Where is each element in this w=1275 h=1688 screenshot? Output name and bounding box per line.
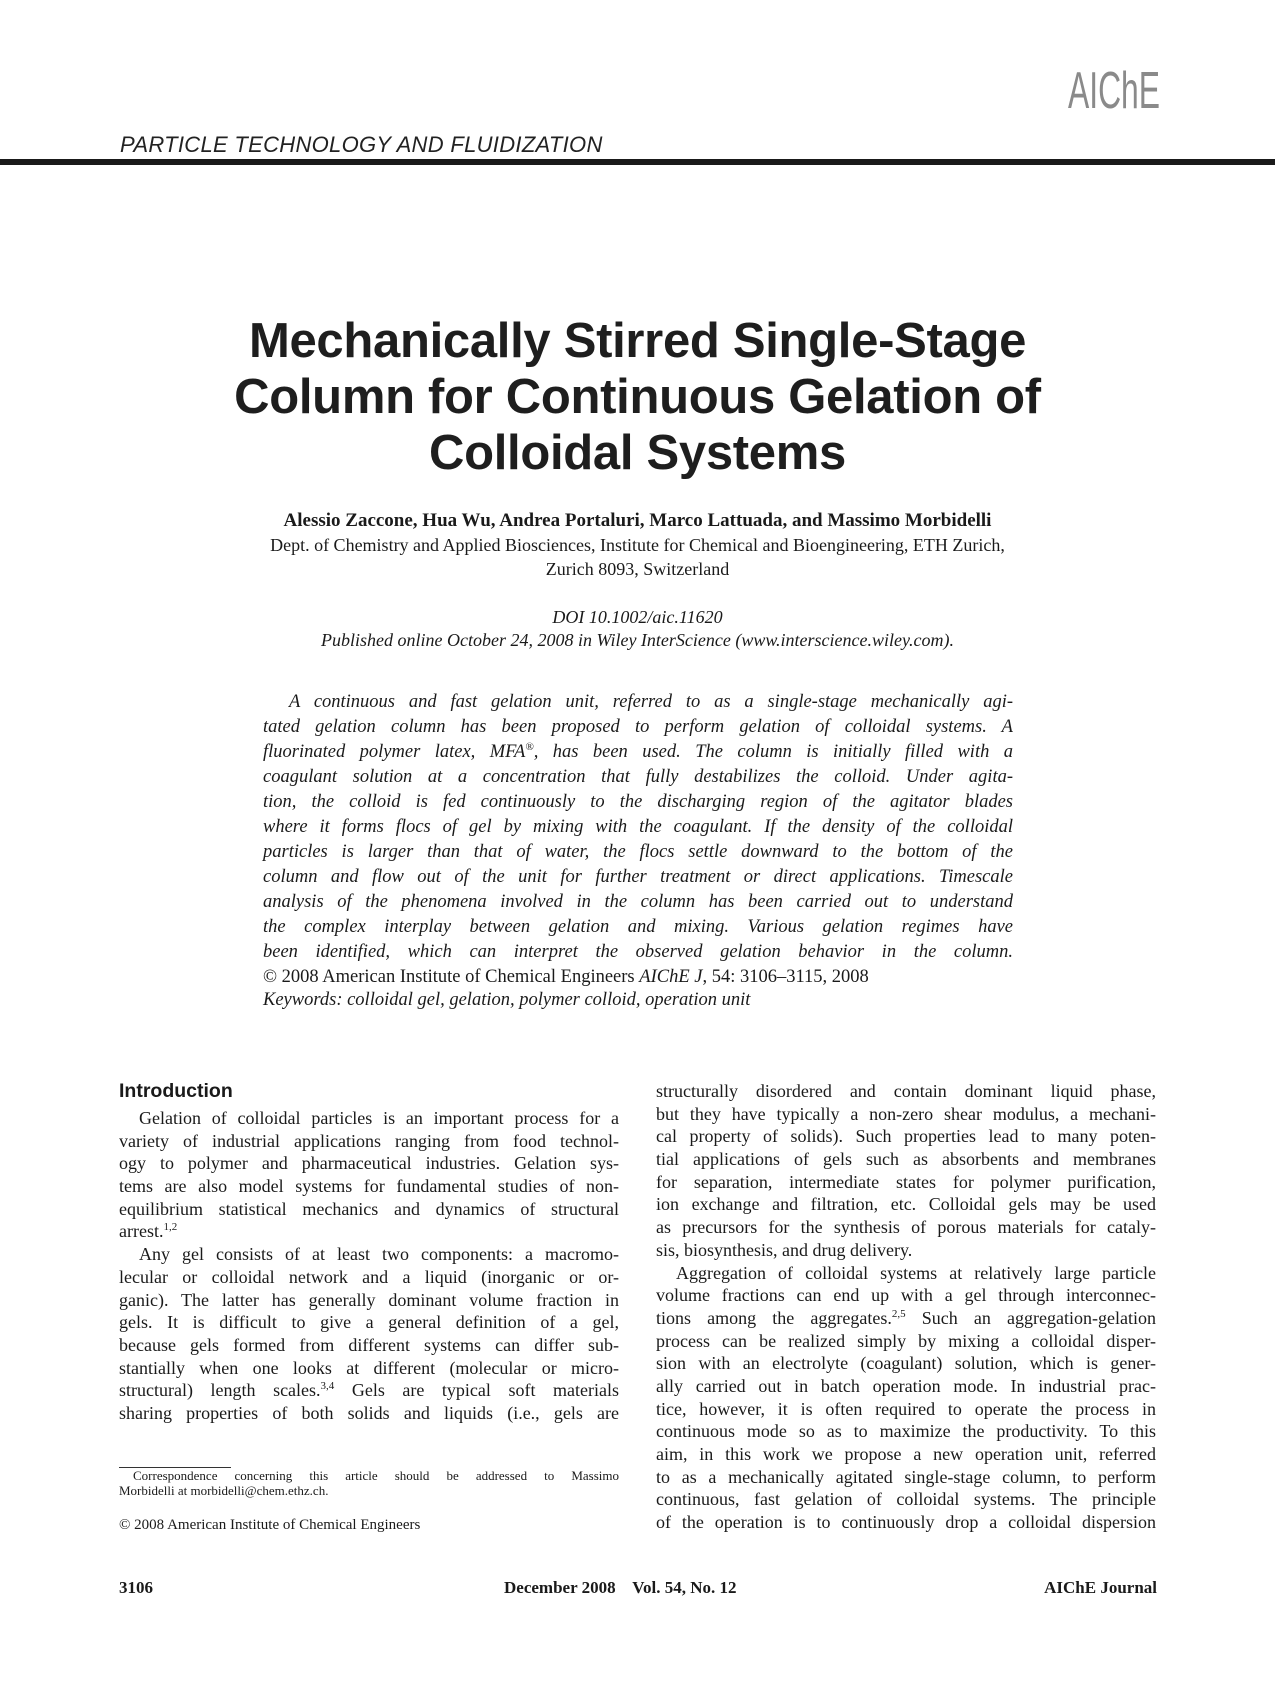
abstract-line: tated gelation column has been proposed to perform gelation of colloidal systems. A — [263, 717, 1013, 737]
abstract-line: particles is larger than that of water, the flocs settle downward to the bottom of the — [263, 842, 1013, 862]
body-line — [119, 1379, 619, 1402]
copyright-text: © 2008 American Institute of Chemical Engineers — [263, 967, 640, 987]
body-line: ganic). The latter has generally dominant volume fraction in — [119, 1289, 619, 1310]
section-label: PARTICLE TECHNOLOGY AND FLUIDIZATION — [120, 132, 603, 157]
abstract — [263, 690, 1013, 1013]
abstract-line: column and flow out of the unit for further treatment or direct applications. Timescale — [263, 867, 1013, 887]
header-divider — [0, 159, 1275, 165]
doi[interactable]: DOI 10.1002/aic.11620 — [552, 607, 723, 627]
publication-info: Published online October 24, 2008 in Wiley InterScience (www.interscience.wiley.com). — [320, 630, 954, 650]
body-line: tems are also model systems for fundamental studies of non- — [119, 1176, 619, 1197]
body-column-left — [119, 1080, 619, 1425]
page-number: 3106 — [119, 1578, 153, 1597]
body-text: Gels are typical soft materials — [334, 1380, 619, 1401]
affiliation-line: Dept. of Chemistry and Applied Biosciences, Institute for Chemical and Bioengineering, ETH Zurich, — [270, 535, 1005, 555]
body-line: for separation, intermediate states for polymer purification, — [656, 1171, 1156, 1192]
citation-ref[interactable]: 3,4 — [320, 1380, 335, 1393]
body-line: aim, in this work we propose a new operation unit, referred — [656, 1444, 1156, 1464]
journal-abbrev: AIChE J — [639, 967, 703, 987]
society-copyright: © 2008 American Institute of Chemical Engineers — [119, 1517, 421, 1533]
body-line — [656, 1307, 1156, 1330]
abstract-line: A continuous and fast gelation unit, referred to as a single-stage mechanically agi- — [289, 692, 1013, 712]
footnote-line: Morbidelli at morbidelli@chem.ethz.ch. — [119, 1483, 329, 1498]
body-line: structurally disordered and contain dominant liquid phase, — [656, 1081, 1156, 1101]
article-title — [150, 313, 1125, 481]
body-line: because gels formed from different systems can differ sub- — [119, 1334, 619, 1355]
section-heading: Introduction — [119, 1080, 233, 1102]
affiliation — [100, 533, 1175, 581]
registered-mark: ® — [525, 741, 534, 753]
abstract-line: been identified, which can interpret the observed gelation behavior in the column. — [263, 942, 1013, 962]
body-line: to as a mechanically agitated single-stage column, to perform — [656, 1466, 1156, 1487]
body-line: continuous, fast gelation of colloidal systems. The principle — [656, 1489, 1156, 1510]
journal-name: AIChE Journal — [1044, 1578, 1157, 1597]
body-line: Any gel consists of at least two components: a macromo- — [139, 1244, 619, 1265]
issue-info: December 2008 Vol. 54, No. 12 — [504, 1578, 737, 1597]
body-line: continuous mode so as to maximize the productivity. To this — [656, 1421, 1156, 1442]
abstract-copyright — [263, 966, 1013, 988]
body-line: lecular or colloidal network and a liquid (inorganic or or- — [119, 1266, 619, 1287]
aiche-logo — [1068, 62, 1162, 120]
citation-ref[interactable]: 2,5 — [891, 1307, 906, 1320]
affiliation-line: Zurich 8093, Switzerland — [545, 559, 730, 579]
aiche-logo-mark — [1068, 62, 1162, 120]
body-text: Such an aggregation-gelation — [905, 1307, 1156, 1328]
abstract-text: , has been used. The column is initially filled with a — [533, 742, 1014, 762]
body-line: process can be realized simply by mixing a colloidal disper- — [656, 1330, 1156, 1351]
body-line: sion with an electrolyte (coagulant) solution, which is gener- — [656, 1353, 1156, 1374]
body-line: sharing properties of both solids and liquids (i.e., gels are — [119, 1402, 619, 1423]
abstract-line — [263, 740, 1013, 765]
correspondence-footnote — [119, 1468, 619, 1498]
body-line: but they have typically a non-zero shear modulus, a mechani- — [656, 1103, 1156, 1124]
body-line: ion exchange and filtration, etc. Colloidal gels may be used — [656, 1194, 1156, 1215]
body-line: cal property of solids). Such properties lead to many poten- — [656, 1126, 1156, 1147]
body-line: gels. It is difficult to give a general definition of a gel, — [119, 1312, 619, 1333]
body-line: equilibrium statistical mechanics and dynamics of structural — [119, 1198, 619, 1219]
body-line: volume fractions can end up with a gel through interconnec- — [656, 1285, 1156, 1306]
body-line: sis, biosynthesis, and drug delivery. — [656, 1239, 913, 1260]
body-line: ogy to polymer and pharmaceutical industries. Gelation sys- — [119, 1153, 619, 1174]
citation-ref[interactable]: 1,2 — [163, 1221, 178, 1234]
body-line: stantially when one looks at different (molecular or micro- — [119, 1357, 619, 1378]
body-line: of the operation is to continuously drop a colloidal dispersion — [656, 1512, 1156, 1533]
body-line: as precursors for the synthesis of porous materials for cataly- — [656, 1217, 1156, 1238]
body-line: tice, however, it is often required to operate the process in — [656, 1398, 1156, 1419]
keywords: Keywords: colloidal gel, gelation, polymer colloid, operation unit — [263, 990, 751, 1010]
body-line: Gelation of colloidal particles is an important process for a — [139, 1108, 619, 1128]
abstract-line: the complex interplay between gelation and mixing. Various gelation regimes have — [263, 917, 1013, 937]
abstract-line: coagulant solution at a concentration that fully destabilizes the colloid. Under agita- — [263, 767, 1013, 787]
body-line: ally carried out in batch operation mode. In industrial prac- — [656, 1375, 1156, 1396]
title-line: Column for Continuous Gelation of — [234, 370, 1041, 424]
body-line: Aggregation of colloidal systems at relatively large particle — [676, 1262, 1156, 1283]
author-list: Alessio Zaccone, Hua Wu, Andrea Portaluri, Marco Lattuada, and Massimo Morbidelli — [283, 510, 992, 531]
body-text: structural) length scales. — [119, 1380, 321, 1401]
body-text: arrest. — [119, 1221, 164, 1242]
footnote-line: Correspondence concerning this article should be addressed to Massimo — [133, 1468, 619, 1483]
abstract-text: fluorinated polymer latex, MFA — [263, 742, 526, 762]
body-text: tions among the aggregates. — [656, 1307, 892, 1328]
abstract-line: where it forms flocs of gel by mixing with the coagulant. If the density of the colloidal — [263, 817, 1013, 837]
abstract-line: analysis of the phenomena involved in the column has been carried out to understand — [263, 892, 1013, 912]
abstract-line: tion, the colloid is fed continuously to the discharging region of the agitator blades — [263, 792, 1013, 812]
body-line — [119, 1220, 619, 1243]
aiche-logo-text: AIChE — [1068, 62, 1160, 120]
body-column-right — [656, 1080, 1156, 1534]
title-line: Mechanically Stirred Single-Stage — [248, 314, 1027, 368]
title-line: Colloidal Systems — [429, 426, 846, 480]
body-line: tial applications of gels such as absorbents and membranes — [656, 1149, 1156, 1170]
citation-text: , 54: 3106–3115, 2008 — [702, 967, 869, 987]
body-line: variety of industrial applications ranging from food technol- — [119, 1130, 619, 1151]
